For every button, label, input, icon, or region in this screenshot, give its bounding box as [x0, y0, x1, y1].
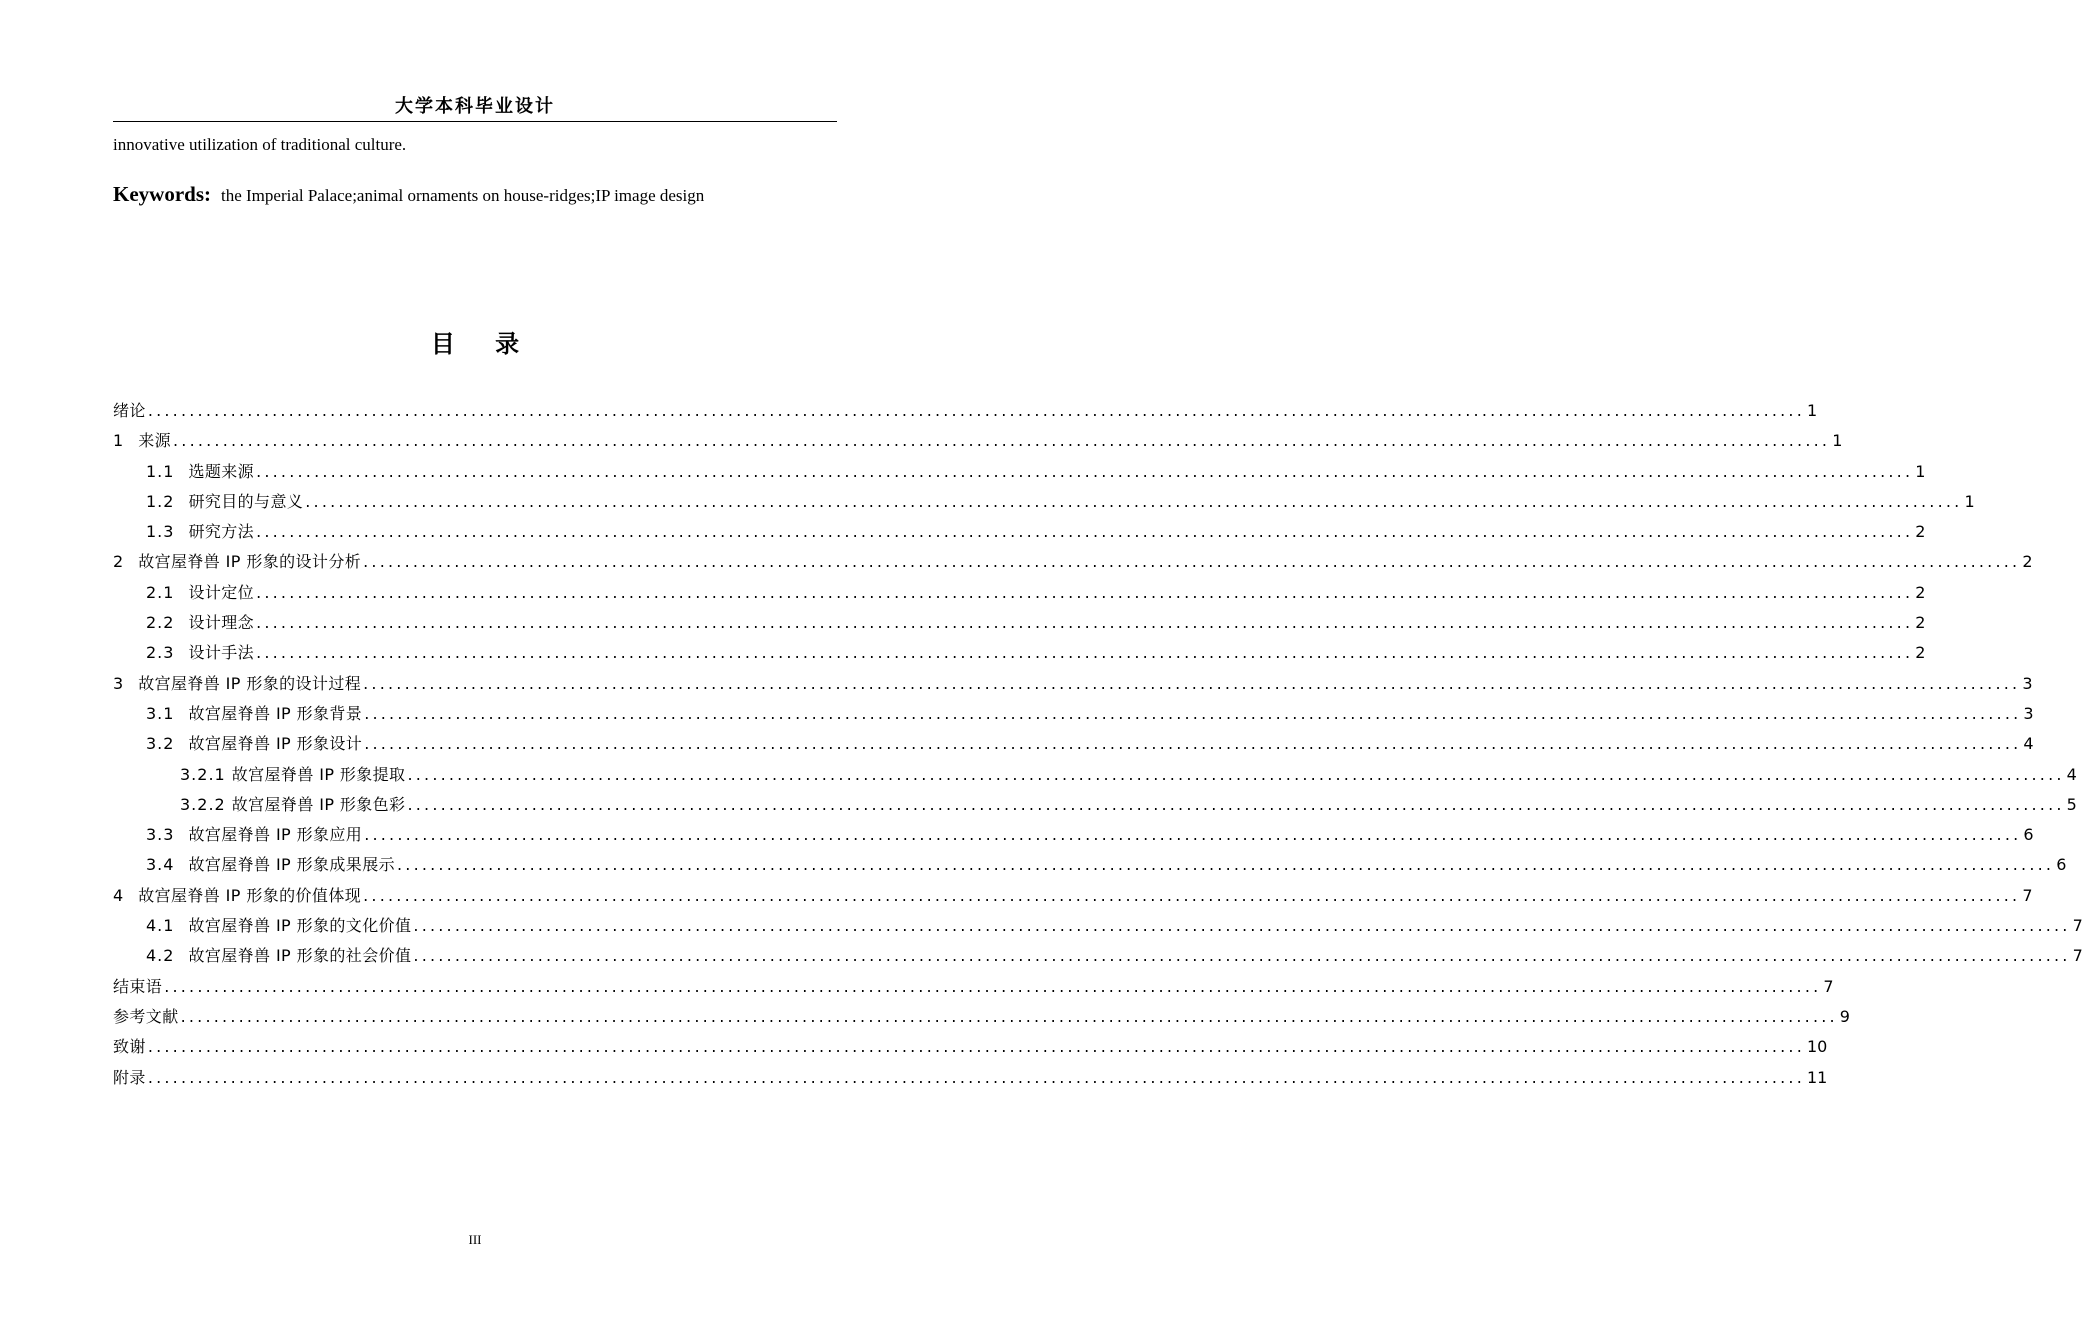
toc-entry-page: 7 [2022, 885, 2033, 905]
toc-entry-title: 选题来源 [188, 461, 255, 481]
toc-entry-page: 4 [2066, 764, 2077, 784]
toc-entry-number: 2.3 [146, 643, 175, 663]
keywords-label: Keywords: [113, 182, 211, 206]
toc-entry[interactable] [113, 638, 1926, 668]
toc-entry-title: 故宫屋脊兽 IP 形象色彩 [231, 794, 406, 814]
toc-dot-leader: ........................................................................................................................................................................................................ [364, 703, 2022, 723]
toc-dot-leader: ........................................................................................................................................................................................................ [407, 794, 2065, 814]
toc-entry[interactable] [113, 669, 2033, 699]
toc-entry-title: 故宫屋脊兽 IP 形象的价值体现 [138, 885, 362, 905]
toc-dot-leader: ........................................................................................................................................................................................................ [413, 916, 2071, 936]
toc-entry-page: 3 [2023, 703, 2034, 723]
toc-entry-page: 1 [1807, 401, 1818, 420]
toc-entry-page: 2 [1915, 613, 1926, 633]
toc-entry[interactable] [113, 396, 1818, 426]
toc-entry-title: 故宫屋脊兽 IP 形象应用 [188, 825, 363, 845]
toc-entry-title: 来源 [138, 431, 171, 451]
toc-entry[interactable] [113, 972, 1834, 1002]
toc-dot-leader: ........................................................................................................................................................................................................ [364, 825, 2022, 845]
toc-entry-page: 7 [2072, 946, 2083, 966]
toc-entry[interactable] [113, 517, 1926, 547]
toc-entry[interactable] [113, 911, 2083, 941]
toc-entry-title: 参考文献 [113, 1006, 179, 1026]
toc-entry-number: 1.1 [146, 461, 175, 481]
toc-entry[interactable] [113, 760, 2077, 790]
toc-entry[interactable] [113, 426, 1843, 456]
toc-entry-title: 设计理念 [188, 613, 255, 633]
toc-entry[interactable] [113, 881, 2033, 911]
toc-entry-title: 设计手法 [188, 643, 255, 663]
toc-entry-page: 6 [2056, 855, 2067, 875]
toc-dot-leader: ........................................................................................................................................................................................................ [147, 1037, 1805, 1057]
toc-entry-number: 2.2 [146, 613, 175, 633]
toc-entry[interactable] [113, 578, 1926, 608]
toc-entry-number: 3.2.2 [180, 794, 226, 814]
toc-dot-leader: ........................................................................................................................................................................................................ [397, 855, 2055, 875]
toc-entry-page: 2 [2022, 552, 2033, 572]
toc-entry-page: 3 [2022, 673, 2033, 693]
toc-entry-title: 故宫屋脊兽 IP 形象的设计过程 [138, 673, 362, 693]
toc-entry-title: 故宫屋脊兽 IP 形象背景 [188, 703, 363, 723]
toc-entry-page: 1 [1964, 491, 1975, 511]
toc-entry-page: 1 [1915, 461, 1926, 481]
toc-entry-number: 2 [113, 552, 125, 572]
toc-entry-title: 致谢 [113, 1037, 146, 1057]
toc-entry-page: 4 [2023, 734, 2034, 754]
toc-entry[interactable] [113, 1002, 1850, 1032]
page-header: 大学本科毕业设计 [113, 92, 837, 122]
toc-dot-leader: ........................................................................................................................................................................................................ [147, 401, 1805, 420]
toc-entry-number: 2.1 [146, 582, 175, 602]
toc-entry-number: 3.4 [146, 855, 175, 875]
page-number: III [468, 1232, 482, 1247]
toc-dot-leader: ........................................................................................................................................................................................................ [256, 613, 1914, 633]
toc-entry[interactable] [113, 608, 1926, 638]
toc-entry-page: 1 [1832, 431, 1843, 451]
toc-entry-number: 1.3 [146, 522, 175, 542]
toc-entry-title: 故宫屋脊兽 IP 形象成果展示 [188, 855, 395, 875]
toc-entry[interactable] [113, 547, 2033, 577]
toc-dot-leader: ........................................................................................................................................................................................................ [173, 431, 1831, 451]
toc-entry-number: 4.1 [146, 916, 175, 936]
toc-entry-number: 3 [113, 673, 125, 693]
toc-entry-title: 结束语 [113, 976, 163, 996]
toc-entry-page: 7 [2072, 916, 2083, 936]
toc-dot-leader: ........................................................................................................................................................................................................ [164, 976, 1822, 996]
toc-dot-leader: ........................................................................................................................................................................................................ [363, 885, 2021, 905]
toc-entry-number: 4.2 [146, 946, 175, 966]
toc-entry-number: 4 [113, 885, 125, 905]
toc-entry-page: 2 [1915, 582, 1926, 602]
toc-dot-leader: ........................................................................................................................................................................................................ [147, 1067, 1805, 1087]
toc-entry-number: 1.2 [146, 491, 175, 511]
toc-entry-page: 7 [1823, 976, 1834, 996]
toc-entry-title: 设计定位 [188, 582, 255, 602]
toc-entry-page: 2 [1915, 643, 1926, 663]
toc-entry-title: 故宫屋脊兽 IP 形象的设计分析 [138, 552, 362, 572]
keywords-text: the Imperial Palace;animal ornaments on house-ridges;IP image design [221, 186, 705, 205]
toc-dot-leader: ........................................................................................................................................................................................................ [256, 522, 1914, 542]
toc-entry-title: 故宫屋脊兽 IP 形象的文化价值 [188, 916, 412, 936]
toc-entry-number: 3.2.1 [180, 764, 226, 784]
toc-entry-page: 11 [1807, 1067, 1828, 1087]
toc-dot-leader: ........................................................................................................................................................................................................ [363, 552, 2021, 572]
table-of-contents [113, 396, 2083, 1093]
abstract-tail: innovative utilization of traditional culture. [113, 135, 407, 154]
toc-title: 目 录 [430, 330, 536, 358]
toc-entry[interactable] [113, 729, 2034, 759]
toc-entry[interactable] [113, 790, 2077, 820]
toc-entry-title: 故宫屋脊兽 IP 形象设计 [188, 734, 363, 754]
toc-entry-page: 5 [2066, 794, 2077, 814]
toc-entry-number: 1 [113, 431, 125, 451]
toc-entry-page: 6 [2023, 825, 2034, 845]
toc-entry[interactable] [113, 1032, 1828, 1062]
toc-entry-page: 10 [1807, 1037, 1828, 1057]
toc-entry-title: 故宫屋脊兽 IP 形象的社会价值 [188, 946, 412, 966]
toc-dot-leader: ........................................................................................................................................................................................................ [256, 643, 1914, 663]
toc-dot-leader: ........................................................................................................................................................................................................ [407, 764, 2065, 784]
toc-entry-number: 3.1 [146, 703, 175, 723]
toc-entry-page: 2 [1915, 522, 1926, 542]
toc-dot-leader: ........................................................................................................................................................................................................ [363, 673, 2021, 693]
toc-entry[interactable] [113, 820, 2034, 850]
toc-entry[interactable] [113, 1063, 1828, 1093]
toc-entry-page: 9 [1839, 1006, 1850, 1026]
keywords-line [113, 180, 704, 211]
toc-dot-leader: ........................................................................................................................................................................................................ [256, 582, 1914, 602]
toc-entry[interactable] [113, 699, 2034, 729]
toc-entry[interactable] [113, 941, 2083, 971]
toc-entry-title: 绪论 [113, 401, 146, 420]
toc-dot-leader: ........................................................................................................................................................................................................ [305, 491, 1963, 511]
toc-entry-number: 3.3 [146, 825, 175, 845]
toc-entry-number: 3.2 [146, 734, 175, 754]
toc-dot-leader: ........................................................................................................................................................................................................ [364, 734, 2022, 754]
toc-entry[interactable] [113, 850, 2067, 880]
toc-entry-title: 研究方法 [188, 522, 255, 542]
toc-entry-title: 附录 [113, 1067, 146, 1087]
toc-dot-leader: ........................................................................................................................................................................................................ [413, 946, 2071, 966]
toc-dot-leader: ........................................................................................................................................................................................................ [180, 1006, 1838, 1026]
toc-entry[interactable] [113, 457, 1926, 487]
toc-entry[interactable] [113, 487, 1975, 517]
toc-entry-title: 故宫屋脊兽 IP 形象提取 [231, 764, 406, 784]
toc-entry-title: 研究目的与意义 [188, 491, 304, 511]
toc-dot-leader: ........................................................................................................................................................................................................ [256, 461, 1914, 481]
